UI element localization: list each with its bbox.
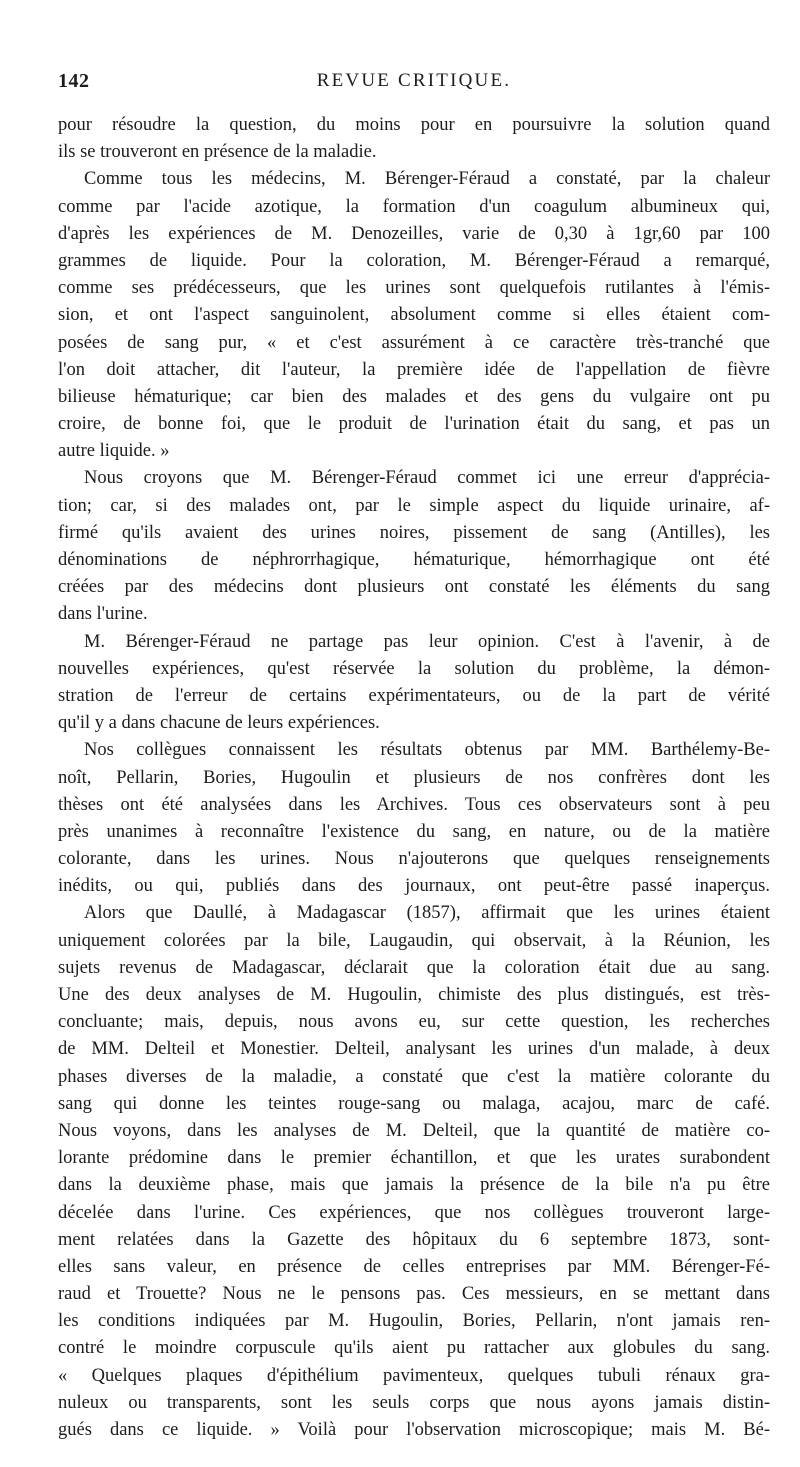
text-line: stration de l'erreur de certains expérimentateurs, ou de la part de vérité: [58, 685, 770, 706]
text-line: créées par des médecins dont plusieurs ont constaté les éléments du sang: [58, 577, 770, 598]
text-line: gués dans ce liquide. » Voilà pour l'observation microscopique; mais M. Bé-: [58, 1420, 770, 1440]
text-line: bilieuse hématurique; car bien des malades et des gens du vulgaire ont pu: [58, 386, 770, 407]
text-line: grammes de liquide. Pour la coloration, M. Bérenger-Féraud a remarqué,: [58, 250, 770, 271]
text-line: colorante, dans les urines. Nous n'ajouterons que quelques renseignements: [58, 849, 770, 870]
text-line: nuleux ou transparents, sont les seuls corps que nous ayons jamais distin-: [58, 1392, 770, 1413]
text-line: thèses ont été analysées dans les Archives. Tous ces observateurs sont à peu: [58, 794, 770, 815]
text-line: uniquement colorées par la bile, Laugaudin, qui observait, à la Réunion, les: [58, 930, 770, 951]
running-head: [58, 70, 770, 104]
text-line: lorante prédomine dans le premier échantillon, et que les urates surabondent: [58, 1148, 770, 1169]
text-line: croire, de bonne foi, que le produit de l'urination était du sang, et pas un: [58, 414, 770, 435]
text-line: Une des deux analyses de M. Hugoulin, chimiste des plus distingués, est très-: [58, 985, 770, 1005]
text-line: pour résoudre la question, du moins pour en poursuivre la solution quand: [58, 115, 770, 135]
text-line: autre liquide. »: [58, 441, 170, 462]
text-line: sujets revenus de Madagascar, déclarait que la coloration était due au sang.: [58, 957, 770, 978]
text-line: phases diverses de la maladie, a constaté que c'est la matière colorante du: [58, 1066, 770, 1087]
text-line: contré le moindre corpuscule qu'ils aient pu rattacher aux globules du sang.: [58, 1338, 770, 1359]
text-line: Alors que Daullé, à Madagascar (1857), affirmait que les urines étaient: [84, 903, 770, 924]
text-line: Nous croyons que M. Bérenger-Féraud commet ici une erreur d'apprécia-: [84, 468, 770, 489]
text-line: Comme tous les médecins, M. Bérenger-Féraud a constaté, par la chaleur: [84, 169, 770, 190]
text-line: raud et Trouette? Nous ne le pensons pas. Ces messieurs, en se mettant dans: [58, 1284, 770, 1305]
text-line: tion; car, si des malades ont, par le simple aspect du liquide urinaire, af-: [58, 495, 770, 516]
running-title: REVUE CRITIQUE.: [316, 70, 512, 91]
text-line: Nos collègues connaissent les résultats obtenus par MM. Barthélemy-Be-: [84, 740, 770, 761]
text-line: ils se trouveront en présence de la maladie.: [58, 142, 377, 163]
text-line: comme ses prédécesseurs, que les urines sont quelquefois rutilantes à l'émis-: [58, 278, 770, 299]
text-line: dans l'urine.: [58, 604, 148, 625]
text-line: firmé qu'ils avaient des urines noires, pissement de sang (Antilles), les: [58, 522, 770, 543]
text-line: dénominations de néphrorrhagique, hématurique, hémorrhagique ont été: [58, 550, 770, 570]
text-line: sang qui donne les teintes rouge-sang ou malaga, acajou, marc de café.: [58, 1093, 770, 1114]
text-line: « Quelques plaques d'épithélium pavimenteux, quelques tubuli rénaux gra-: [58, 1365, 770, 1386]
text-line: dans la deuxième phase, mais que jamais la présence de la bile n'a pu être: [58, 1175, 770, 1196]
text-line: près unanimes à reconnaître l'existence du sang, en nature, ou de la matière: [58, 821, 770, 842]
text-line: comme par l'acide azotique, la formation d'un coagulum albumineux qui,: [58, 196, 770, 217]
body-text: [58, 112, 770, 1444]
text-line: M. Bérenger-Féraud ne partage pas leur opinion. C'est à l'avenir, à de: [84, 631, 770, 652]
text-line: elles sans valeur, en présence de celles entreprises par MM. Bérenger-Fé-: [58, 1256, 770, 1277]
text-line: de MM. Delteil et Monestier. Delteil, analysant les urines d'un malade, à deux: [58, 1039, 770, 1060]
text-line: inédits, ou qui, publiés dans des journaux, ont peut-être passé inaperçus.: [58, 876, 770, 897]
text-line: l'on doit attacher, dit l'auteur, la première idée de l'appellation de fièvre: [58, 359, 770, 380]
text-line: qu'il y a dans chacune de leurs expériences.: [58, 713, 380, 734]
text-line: noît, Pellarin, Bories, Hugoulin et plusieurs de nos confrères dont les: [58, 767, 770, 788]
text-line: les conditions indiquées par M. Hugoulin, Bories, Pellarin, n'ont jamais ren-: [58, 1311, 770, 1332]
text-line: ment relatées dans la Gazette des hôpitaux du 6 septembre 1873, sont-: [58, 1229, 770, 1250]
page-number: 142: [58, 70, 90, 92]
text-line: sion, et ont l'aspect sanguinolent, absolument comme si elles étaient com-: [58, 305, 770, 326]
text-line: nouvelles expériences, qu'est réservée la solution du problème, la démon-: [58, 658, 770, 679]
text-line: Nous voyons, dans les analyses de M. Delteil, que la quantité de matière co-: [58, 1120, 770, 1141]
text-line: d'après les expériences de M. Denozeilles, varie de 0,30 à 1gr,60 par 100: [58, 223, 770, 244]
book-page: [58, 70, 770, 1444]
text-line: décelée dans l'urine. Ces expériences, que nos collègues trouveront large-: [58, 1202, 770, 1223]
text-line: posées de sang pur, « et c'est assurément à ce caractère très-tranché que: [58, 332, 770, 353]
text-line: concluante; mais, depuis, nous avons eu, sur cette question, les recherches: [58, 1012, 770, 1033]
